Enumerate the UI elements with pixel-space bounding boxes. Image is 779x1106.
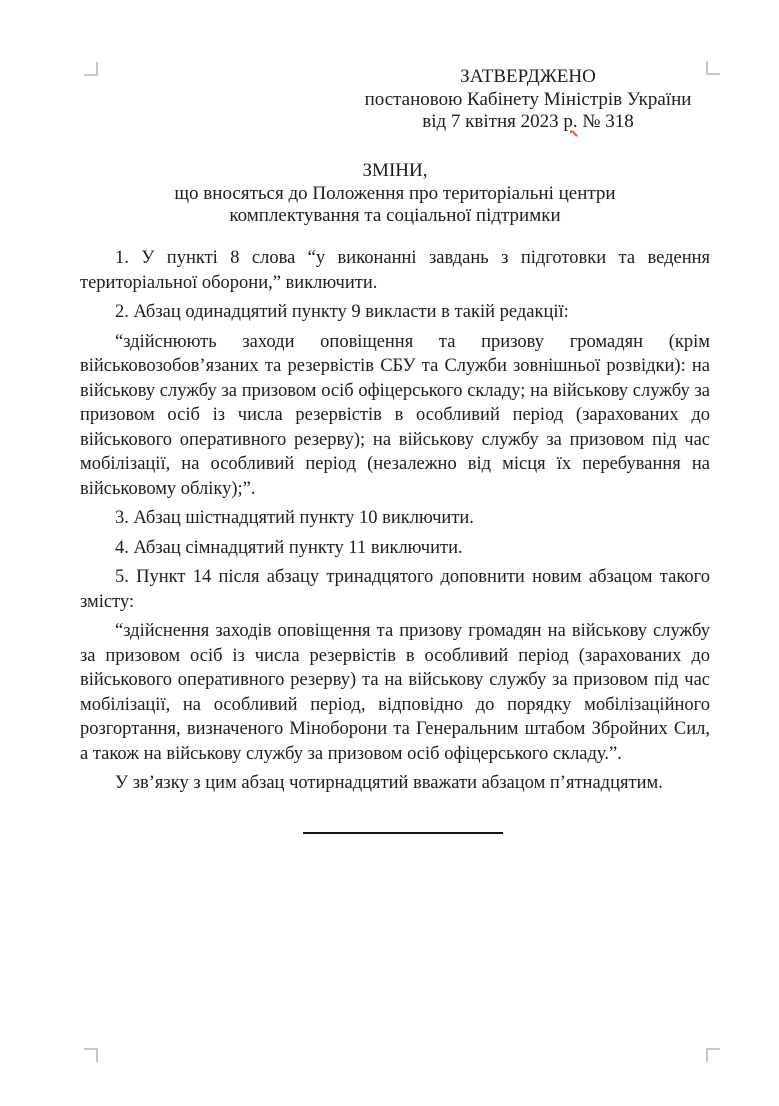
crop-mark-bottom-left <box>84 1048 98 1062</box>
crop-mark-bottom-right <box>706 1048 720 1062</box>
document-title <box>80 160 710 228</box>
body-paragraph: У зв’язку з цим абзац чотирнадцятий вважати абзацом п’ятнадцятим. <box>115 773 663 793</box>
approval-stamp-block <box>360 66 696 134</box>
title-line-3: комплектування та соціальної підтримки <box>229 205 561 226</box>
body-paragraph: 4. Абзац сімнадцятий пункту 11 виключити. <box>115 537 463 558</box>
body-paragraph: 5. Пункт 14 після абзацу тринадцятого доповнити новим абзацом такого змісту: <box>80 567 710 612</box>
crop-mark-top-left <box>84 62 98 76</box>
title-line-1: ЗМІНИ, <box>362 160 428 181</box>
signature-divider-line <box>303 832 503 834</box>
title-line-2: що вносяться до Положення про територіальні центри <box>174 182 616 204</box>
body-paragraph: 2. Абзац одинадцятий пункту 9 викласти в такій редакції: <box>115 302 569 322</box>
body-paragraph: 3. Абзац шістнадцятий пункту 10 виключити. <box>115 508 474 528</box>
spellcheck-marked-word: р. <box>563 111 578 132</box>
body-paragraph: 1. У пункті 8 слова “у виконанні завдань з підготовки та ведення територіальної оборони,” виключити. <box>80 248 710 293</box>
crop-mark-top-right <box>706 61 720 75</box>
body-paragraph: “здійснення заходів оповіщення та призову громадян на військову службу за призовом осіб із числа резервістів в особливий період (зарахованих до військового оперативного резерву) та на військову службу за призовом під час мобілізації, на особливий період, відповідно до порядку мобілізаційного розгортання, визначеного Міноборони та Генеральним штабом Збройних Сил, а також на військову службу за призовом осіб офіцерського складу.”. <box>80 621 710 764</box>
approval-date-suffix: № 318 <box>577 111 634 132</box>
approval-line-approved: ЗАТВЕРДЖЕНО <box>460 66 596 87</box>
approval-line-resolution: постановою Кабінету Міністрів України <box>364 88 692 110</box>
approval-line-date <box>360 111 696 134</box>
approval-date-prefix: від 7 квітня 2023 <box>422 111 564 132</box>
document-body <box>80 246 710 801</box>
body-paragraph: “здійснюють заходи оповіщення та призову громадян (крім військовозобов’язаних та резервістів СБУ та Служби зовнішньої розвідки): на військову службу за призовом осіб офіцерського складу; на військову службу за призовом осіб із числа резервістів в особливий період (зарахованих до військового оперативного резерву); на військову службу за призовом під час мобілізації, на особливий період (незалежно від місця їх перебування на військовому обліку);”. <box>80 331 710 499</box>
